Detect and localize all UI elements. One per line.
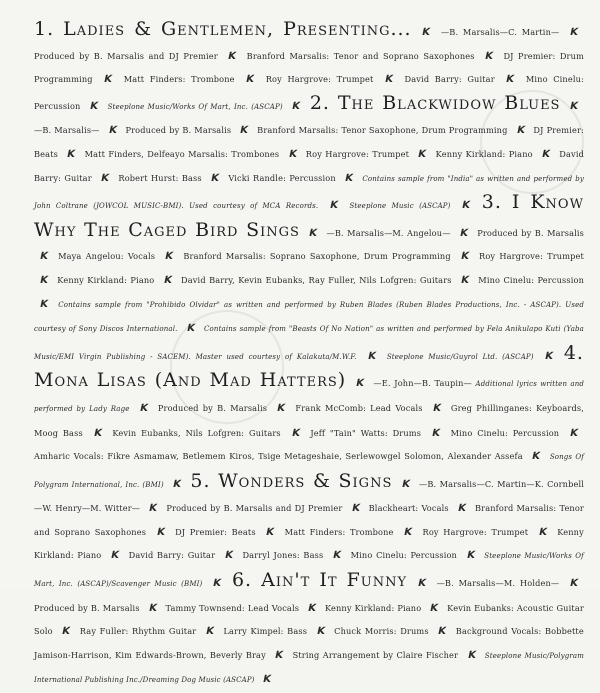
track-writers: —B. Marsalis—C. Martin—K. Cornbell—W. Henry—M. Witter— [34,478,584,514]
credit-line: Ray Fuller: Rhythm Guitar [79,626,197,637]
separator-glyph: K [568,100,580,112]
separator-glyph: K [155,526,166,538]
separator-glyph: K [416,578,428,590]
separator-glyph: K [308,227,319,239]
credit-line: Mino Cinelu: Percussion [350,550,457,561]
credit-line: DJ Premier: Beats [34,125,584,159]
separator-glyph: K [328,200,340,212]
separator-glyph: K [265,526,276,538]
separator-glyph: K [61,626,72,638]
track-writers: —B. Marsalis— [34,125,100,136]
sample-note: Contains sample from "Prohibido Olvidar" as written and performed by Ruben Blades (Ruben Blades Productions, Inc. - ASCAP). Used courtesy of Sony Discos International. [34,300,584,334]
separator-glyph: K [109,550,121,562]
separator-glyph: K [245,74,256,86]
separator-glyph: K [505,74,516,86]
separator-glyph: K [227,50,238,62]
separator-glyph: K [429,602,440,614]
publisher-note: Steeplone Music/Polygram International Publishing Inc./Dreaming Dog Music (ASCAP) [34,651,584,685]
separator-glyph: K [138,402,149,414]
separator-glyph: K [568,427,580,439]
separator-glyph: K [107,125,118,137]
separator-glyph: K [540,148,552,160]
separator-glyph: K [66,148,77,160]
separator-glyph: K [515,125,526,137]
track-writers: —E. John—B. Taupin— [373,378,472,389]
separator-glyph: K [537,526,548,538]
separator-glyph: K [276,402,287,414]
track-writers: —B. Marsalis—M. Angelou— [326,227,451,238]
separator-glyph: K [223,550,234,562]
separator-glyph: K [315,626,326,638]
credit-line: Tammy Townsend: Lead Vocals [165,602,300,613]
separator-glyph: K [162,274,173,286]
credit-line: Produced by B. Marsalis and DJ Premier [34,50,218,61]
credit-line: David Barry: Guitar [128,550,216,561]
credit-line: Roy Hargrove: Trumpet [305,148,410,159]
credit-line: DJ Premier: Drum Programming [34,50,584,85]
separator-glyph: K [459,274,471,286]
publisher-note: Steeplone Music/Works Of Mart, Inc. (ASCAP) [107,102,283,111]
separator-glyph: K [164,251,175,263]
credit-line: Jeff "Tain" Watts: Drums [310,427,422,438]
track-writers: —B. Marsalis—M. Holden— [436,578,560,589]
separator-glyph: K [459,251,471,263]
separator-glyph: K [103,74,114,86]
credit-line: Kevin Eubanks: Acoustic Guitar Solo [34,602,584,637]
track-title: 3. I Know Why The Caged Bird Sings [34,191,584,241]
separator-glyph: K [287,148,298,160]
separator-glyph: K [262,674,273,686]
separator-glyph: K [568,578,580,590]
separator-glyph: K [430,427,442,439]
credit-line: Branford Marsalis: Tenor and Soprano Saxophones [34,503,584,537]
separator-glyph: K [354,378,365,390]
credit-line: Produced by B. Marsalis [34,602,140,613]
separator-glyph: K [88,100,100,112]
separator-glyph: K [38,298,50,310]
track-title: 5. Wonders & Signs [190,469,393,492]
separator-glyph: K [456,503,468,515]
credit-line: David Barry: Guitar [404,74,495,85]
credit-line: Chuck Morris: Drums [334,626,429,637]
credit-line: Background Vocals: Bobbette Jamison-Harrison, Kim Edwards-Brown, Beverly Bray [34,626,584,660]
separator-glyph: K [461,200,472,212]
sample-note: Contains sample from "India" as written and performed by John Coltrane (JOWCOL MUSIC-BMI). Used courtesy of MCA Records. [34,174,584,211]
credit-line: Matt Finders: Trombone [284,526,394,537]
publisher-note: Steeplone Music (ASCAP) [349,202,451,211]
credit-line: Mino Cinelu: Percussion [34,74,584,111]
separator-glyph: K [290,427,301,439]
credit-line: Kenny Kirkland: Piano [57,274,155,285]
separator-glyph: K [185,323,196,335]
separator-glyph: K [291,100,302,112]
separator-glyph: K [483,50,495,62]
separator-glyph: K [38,251,50,263]
credit-line: Roy Hargrove: Trumpet [265,74,374,85]
credit-line: Vicki Randle: Percussion [228,172,336,183]
credit-line: Maya Angelou: Vocals [58,251,156,262]
separator-glyph: K [148,503,159,515]
separator-glyph: K [331,550,343,562]
separator-glyph: K [204,626,216,638]
credit-line: Matt Finders: Trombone [123,74,235,85]
separator-glyph: K [171,478,183,490]
credit-line: Branford Marsalis: Soprano Saxophone, Drum Programming [183,251,451,262]
track-credits [34,18,584,693]
additional-lyrics-note: Additional lyrics written and performed by Lady Rage [34,380,585,413]
credit-line: DJ Premier: Beats [175,526,256,537]
credit-line: Darryl Jones: Bass [242,550,324,561]
credit-line: Produced by B. Marsalis [125,125,232,136]
separator-glyph: K [543,350,554,362]
separator-glyph: K [466,649,477,661]
separator-glyph: K [38,274,50,286]
separator-glyph: K [209,172,221,184]
credit-line: Branford Marsalis: Tenor and Soprano Saxophones [246,50,475,61]
separator-glyph: K [383,74,395,86]
separator-glyph: K [239,125,250,137]
credit-line: Produced by B. Marsalis and DJ Premier [166,503,343,514]
credit-line: Larry Kimpel: Bass [223,626,308,637]
credit-line: Mino Cinelu: Percussion [478,274,584,285]
separator-glyph: K [344,172,355,184]
separator-glyph: K [147,602,158,614]
separator-glyph: K [531,451,542,463]
separator-glyph: K [465,550,476,562]
credit-line: Kenny Kirkland: Piano [324,602,422,613]
separator-glyph: K [400,478,411,490]
separator-glyph: K [417,148,428,160]
credit-line: Frank McComb: Lead Vocals [295,402,423,413]
credit-line: Produced by B. Marsalis [157,402,268,413]
track-title: 2. The Blackwidow Blues [309,91,561,114]
track-writers: —B. Marsalis—C. Martin— [440,27,560,37]
credit-line: String Arrangement by Claire Fischer [292,649,459,660]
credit-line: Kenny Kirkland: Piano [435,148,533,159]
credit-line: Branford Marsalis: Tenor Saxophone, Drum Programming [257,125,508,136]
separator-glyph: K [306,602,318,614]
credit-line: Amharic Vocals: Fikre Asmamaw, Betlemem Kiros, Tsige Metageshaie, Serlewowgel Solomon, Alexander Assefa [34,451,523,462]
track-title: 4. Mona Lisas (And Mad Hatters) [34,341,584,392]
publisher-note: Steeplone Music/Works Of Mart, Inc. (ASCAP)/Scavenger Music (BMI) [34,552,584,589]
separator-glyph: K [431,402,442,414]
separator-glyph: K [274,649,285,661]
credit-line: Produced by B. Marsalis [477,227,584,238]
publisher-note: Steeplone Music/Guyrol Ltd. (ASCAP) [386,352,534,361]
separator-glyph: K [212,578,223,590]
credit-line: Kenny Kirkland: Piano [34,526,584,561]
credit-line: David Barry, Kevin Eubanks, Ray Fuller, Nils Lofgren: Guitars [181,274,452,285]
credit-line: Roy Hargrove: Trumpet [479,251,584,262]
separator-glyph: K [421,27,432,38]
separator-glyph: K [366,350,377,362]
credit-line: Blackheart: Vocals [368,503,449,514]
separator-glyph: K [458,227,470,239]
credit-line: Roy Hargrove: Trumpet [422,526,529,537]
credit-line: Kevin Eubanks, Nils Lofgren: Guitars [112,427,281,438]
credit-line: David Barry: Guitar [34,148,584,183]
credit-line: Robert Hurst: Bass [118,172,202,183]
separator-glyph: K [402,526,414,538]
sample-note: Contains sample from "Beasts Of No Nation" as written and performed by Fela Anikulapo Kuti (Yaba Music/EMI Virgin Publishing - SACEM). Master used courtesy of Kalakuta/M.W.F. [34,325,584,361]
credit-line: Greg Phillinganes: Keyboards, Moog Bass [34,402,584,438]
publisher-note: Songs Of Polygram International, Inc. (BMI) [34,453,585,489]
credit-line: Mino Cinelu: Percussion [450,427,560,438]
separator-glyph: K [350,503,361,515]
separator-glyph: K [92,427,103,439]
credit-line: Matt Finders, Delfeayo Marsalis: Trombones [84,148,280,159]
separator-glyph: K [568,27,580,38]
track-title: 6. Ain't It Funny [231,569,408,592]
separator-glyph: K [437,626,448,638]
separator-glyph: K [100,172,111,184]
track-title: 1. Ladies & Gentlemen, Presenting... [34,18,412,40]
